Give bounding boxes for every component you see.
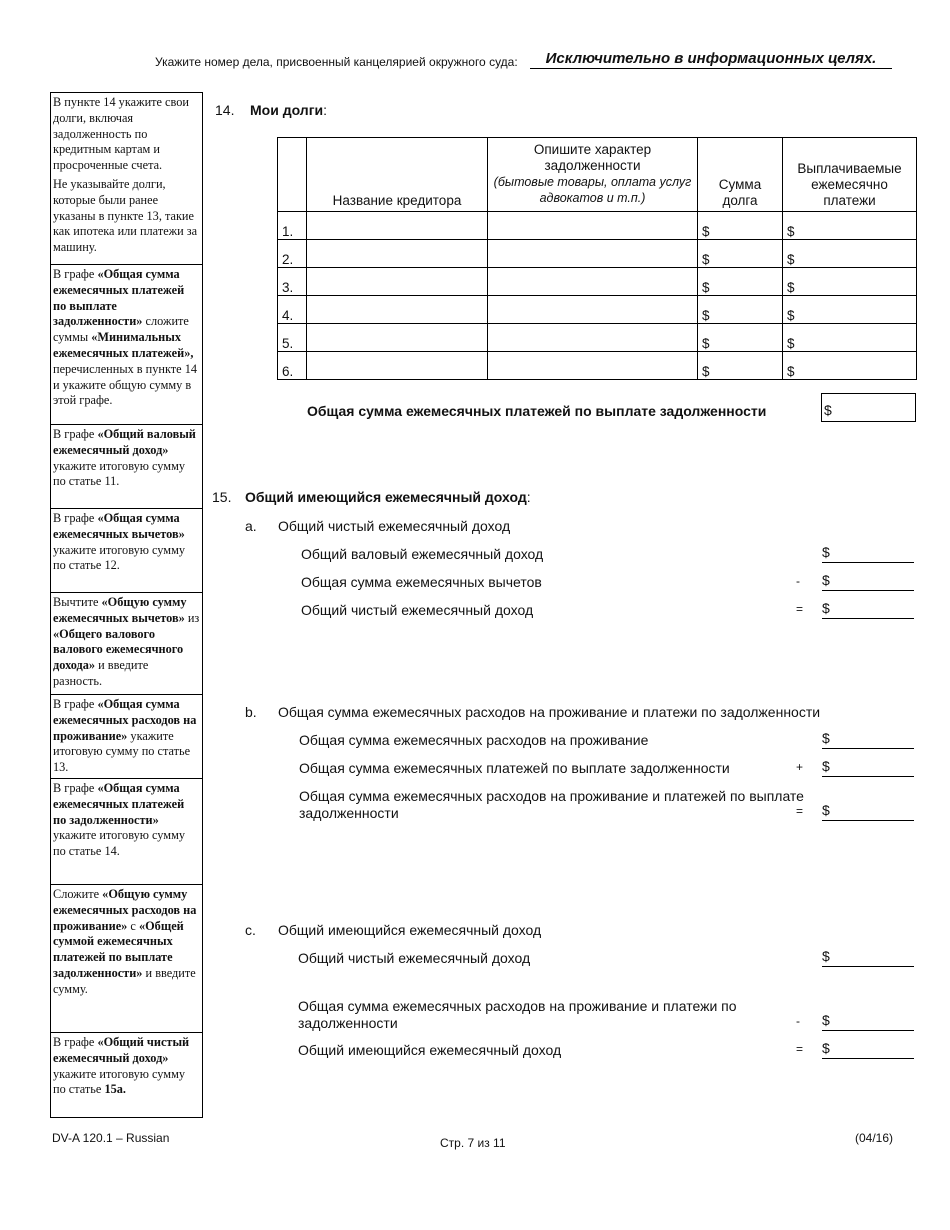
instruction-text: и введите сумму.	[53, 965, 196, 996]
instruction-emphasis: 15a.	[104, 1082, 126, 1097]
currency-sign: $	[822, 948, 830, 964]
subsection-b-letter: b.	[245, 704, 257, 720]
instruction-paragraph	[53, 781, 200, 860]
currency-sign: $	[702, 280, 710, 295]
instruction-paragraph	[53, 1035, 200, 1098]
operator: +	[796, 760, 804, 774]
description-cell[interactable]	[488, 212, 698, 240]
debt-row	[278, 352, 917, 380]
description-cell[interactable]	[488, 352, 698, 380]
instruction-emphasis: «Общая сумма ежемесячных расходов на проживание»	[53, 697, 197, 743]
instruction-box	[51, 1033, 202, 1118]
form-number: DV-A 120.1 – Russian	[52, 1131, 170, 1145]
operator: =	[796, 602, 804, 616]
instruction-text: В графе	[53, 267, 98, 281]
amount-cell[interactable]	[698, 352, 783, 380]
instruction-box	[51, 885, 202, 1033]
monthly-payment-cell[interactable]	[783, 324, 917, 352]
currency-sign: $	[787, 364, 795, 379]
total-debt-payments-label: Общая сумма ежемесячных платежей по выплате задолженности	[307, 403, 767, 419]
instruction-text: В графе	[53, 511, 98, 525]
currency-sign: $	[822, 600, 830, 616]
instruction-emphasis: «Минимальных ежемесячных платежей»,	[53, 330, 194, 360]
amount-cell[interactable]	[698, 212, 783, 240]
currency-sign: $	[822, 802, 830, 818]
row-number: 6.	[278, 352, 307, 380]
row-number: 5.	[278, 324, 307, 352]
subsection-b-title: Общая сумма ежемесячных расходов на проживание и платежи по задолженности	[278, 704, 821, 720]
operator: =	[796, 804, 804, 818]
creditor-cell[interactable]	[307, 324, 488, 352]
col-amount: Сумма долга	[698, 138, 783, 212]
instruction-emphasis: «Общая сумма ежемесячных платежей по выплате задолженности»	[53, 267, 185, 329]
instruction-box	[51, 779, 202, 885]
col-description-hint: (бытовые товары, оплата услуг адвокатов и т.п.)	[493, 174, 692, 205]
amount-field[interactable]	[822, 1040, 914, 1059]
amount-cell[interactable]	[698, 240, 783, 268]
description-cell[interactable]	[488, 296, 698, 324]
currency-sign: $	[822, 758, 830, 774]
section-14-number: 14.	[215, 102, 235, 118]
instruction-paragraph	[53, 427, 200, 490]
description-cell[interactable]	[488, 240, 698, 268]
instruction-emphasis: «Общий чистый ежемесячный доход»	[53, 1035, 190, 1065]
instruction-emphasis: «Общей суммой ежемесячных платежей по выплате задолженности»	[53, 918, 184, 980]
instruction-text: Вычтите	[53, 595, 102, 609]
creditor-cell[interactable]	[307, 240, 488, 268]
line-label: Общий чистый ежемесячный доход	[301, 602, 534, 618]
debt-row	[278, 296, 917, 324]
instruction-text: В графе	[53, 1035, 98, 1049]
line-label: Общий чистый ежемесячный доход	[298, 950, 531, 966]
line-label: Общая сумма ежемесячных расходов на проживание и платежи по задолженности	[298, 998, 737, 1031]
revision-date: (04/16)	[855, 1131, 894, 1145]
amount-cell[interactable]	[698, 268, 783, 296]
row-number: 2.	[278, 240, 307, 268]
instruction-box	[51, 425, 202, 509]
instruction-box	[51, 93, 202, 265]
instruction-text: укажите итоговую сумму по статье 14.	[53, 828, 185, 859]
instruction-emphasis: «Общая сумма ежемесячных платежей по задолженности»	[53, 781, 185, 827]
col-creditor: Название кредитора	[307, 138, 488, 212]
currency-sign: $	[822, 730, 830, 746]
line-label: Общий имеющийся ежемесячный доход	[298, 1042, 562, 1058]
creditor-cell[interactable]	[307, 296, 488, 324]
instruction-text: В графе	[53, 697, 98, 711]
line-label: Общая сумма ежемесячных расходов на проживание и платежей по выплате задолженности	[299, 788, 804, 821]
line-label: Общая сумма ежемесячных платежей по выплате задолженности	[299, 760, 730, 776]
instruction-text: укажите итоговую сумму по статье 13.	[53, 728, 191, 775]
monthly-payment-cell[interactable]	[783, 212, 917, 240]
line-label: Общий валовый ежемесячный доход	[301, 546, 544, 562]
line-label: Общая сумма ежемесячных вычетов	[301, 574, 542, 590]
case-number-field[interactable]: Исключительно в информационных целях.	[530, 50, 892, 69]
instruction-text: укажите итоговую сумму по статье	[53, 1066, 185, 1097]
col-description: Опишите характер задолженности	[533, 141, 652, 173]
monthly-payment-cell[interactable]	[783, 352, 917, 380]
instruction-emphasis: «Общего валового валового ежемесячного дохода»	[53, 626, 184, 673]
section-15-title-text: Общий имеющийся ежемесячный доход	[245, 489, 527, 505]
instruction-box	[51, 593, 202, 695]
instruction-text: В графе	[53, 427, 98, 441]
instructions-sidebar	[50, 92, 203, 1118]
operator: -	[796, 1014, 800, 1028]
currency-sign: $	[787, 224, 795, 239]
instruction-paragraph	[53, 267, 200, 409]
instruction-text: сложите суммы	[53, 314, 189, 345]
currency-sign: $	[787, 280, 795, 295]
debt-row	[278, 212, 917, 240]
instruction-text: и введите разность.	[53, 658, 149, 688]
instruction-box	[51, 509, 202, 593]
instruction-paragraph	[53, 95, 200, 174]
instruction-emphasis: «Общая сумма ежемесячных вычетов»	[53, 511, 185, 541]
row-number: 4.	[278, 296, 307, 324]
amount-field[interactable]	[822, 600, 914, 619]
page-number: Стр. 7 из 11	[440, 1136, 506, 1150]
instruction-text: Сложите	[53, 887, 103, 901]
instruction-text: В пункте 14 укажите свои долги, включая задолженность по кредитным картам и просроченные счета.	[53, 95, 189, 173]
currency-sign: $	[702, 252, 710, 267]
instruction-box	[51, 695, 202, 779]
amount-cell[interactable]	[698, 296, 783, 324]
currency-sign: $	[824, 402, 832, 418]
currency-sign: $	[787, 336, 795, 351]
subsection-a-letter: a.	[245, 518, 257, 534]
instruction-paragraph	[53, 177, 200, 256]
amount-field[interactable]	[822, 572, 914, 591]
instruction-text: Не указывайте долги, которые были ранее указаны в пункте 13, такие как ипотека или платежи за машину.	[53, 176, 198, 255]
total-debt-payments-field[interactable]	[821, 393, 916, 422]
instruction-emphasis: «Общую сумму ежемесячных расходов на проживание»	[53, 887, 197, 933]
section-15-title: Общий имеющийся ежемесячный доход:	[245, 489, 531, 505]
subsection-c-letter: c.	[245, 922, 256, 938]
currency-sign: $	[787, 252, 795, 267]
currency-sign: $	[787, 308, 795, 323]
amount-field[interactable]	[822, 758, 914, 777]
amount-field[interactable]	[822, 1012, 914, 1031]
description-cell[interactable]	[488, 268, 698, 296]
amount-field[interactable]	[822, 802, 914, 821]
instruction-text: укажите итоговую сумму по статье 12.	[53, 542, 185, 573]
operator: =	[796, 1042, 804, 1056]
description-cell[interactable]	[488, 324, 698, 352]
instruction-paragraph	[53, 511, 200, 574]
amount-field[interactable]	[822, 544, 914, 563]
section-14-title-text: Мои долги	[250, 102, 324, 118]
monthly-payment-cell[interactable]	[783, 240, 917, 268]
subsection-c-title: Общий имеющийся ежемесячный доход	[278, 922, 542, 938]
currency-sign: $	[822, 572, 830, 588]
instruction-text: В графе	[53, 781, 98, 795]
section-15-number: 15.	[212, 489, 232, 505]
instruction-text: с	[127, 918, 139, 933]
debt-row	[278, 268, 917, 296]
currency-sign: $	[822, 544, 830, 560]
monthly-payment-cell[interactable]	[783, 296, 917, 324]
amount-field[interactable]	[822, 948, 914, 967]
creditor-cell[interactable]	[307, 352, 488, 380]
instruction-emphasis: «Общий валовый ежемесячный доход»	[53, 427, 196, 457]
line-label: Общая сумма ежемесячных расходов на проживание	[299, 732, 649, 748]
operator: -	[796, 574, 800, 588]
creditor-cell[interactable]	[307, 212, 488, 240]
instruction-text: из	[184, 610, 200, 625]
col-monthly: Выплачиваемые ежемесячно платежи	[783, 138, 917, 212]
currency-sign: $	[702, 224, 710, 239]
instruction-paragraph	[53, 887, 200, 998]
instruction-text: укажите итоговую сумму по статье 11.	[53, 458, 185, 489]
amount-cell[interactable]	[698, 324, 783, 352]
instruction-paragraph	[53, 697, 200, 776]
instruction-box	[51, 265, 202, 425]
amount-field[interactable]	[822, 730, 914, 749]
debt-row	[278, 240, 917, 268]
currency-sign: $	[822, 1040, 830, 1056]
currency-sign: $	[822, 1012, 830, 1028]
currency-sign: $	[702, 364, 710, 379]
monthly-payment-cell[interactable]	[783, 268, 917, 296]
row-number: 1.	[278, 212, 307, 240]
currency-sign: $	[702, 336, 710, 351]
debts-table	[277, 137, 917, 380]
section-14-title: Мои долги:	[250, 102, 328, 118]
instruction-text: перечисленных в пункте 14 и укажите общую сумму в этой графе.	[53, 361, 198, 408]
row-number: 3.	[278, 268, 307, 296]
currency-sign: $	[702, 308, 710, 323]
instruction-emphasis: «Общую сумму ежемесячных вычетов»	[53, 595, 187, 625]
subsection-a-title: Общий чистый ежемесячный доход	[278, 518, 511, 534]
instruction-paragraph	[53, 595, 200, 690]
creditor-cell[interactable]	[307, 268, 488, 296]
debt-row	[278, 324, 917, 352]
case-number-label: Укажите номер дела, присвоенный канцелярией окружного суда:	[155, 55, 518, 69]
